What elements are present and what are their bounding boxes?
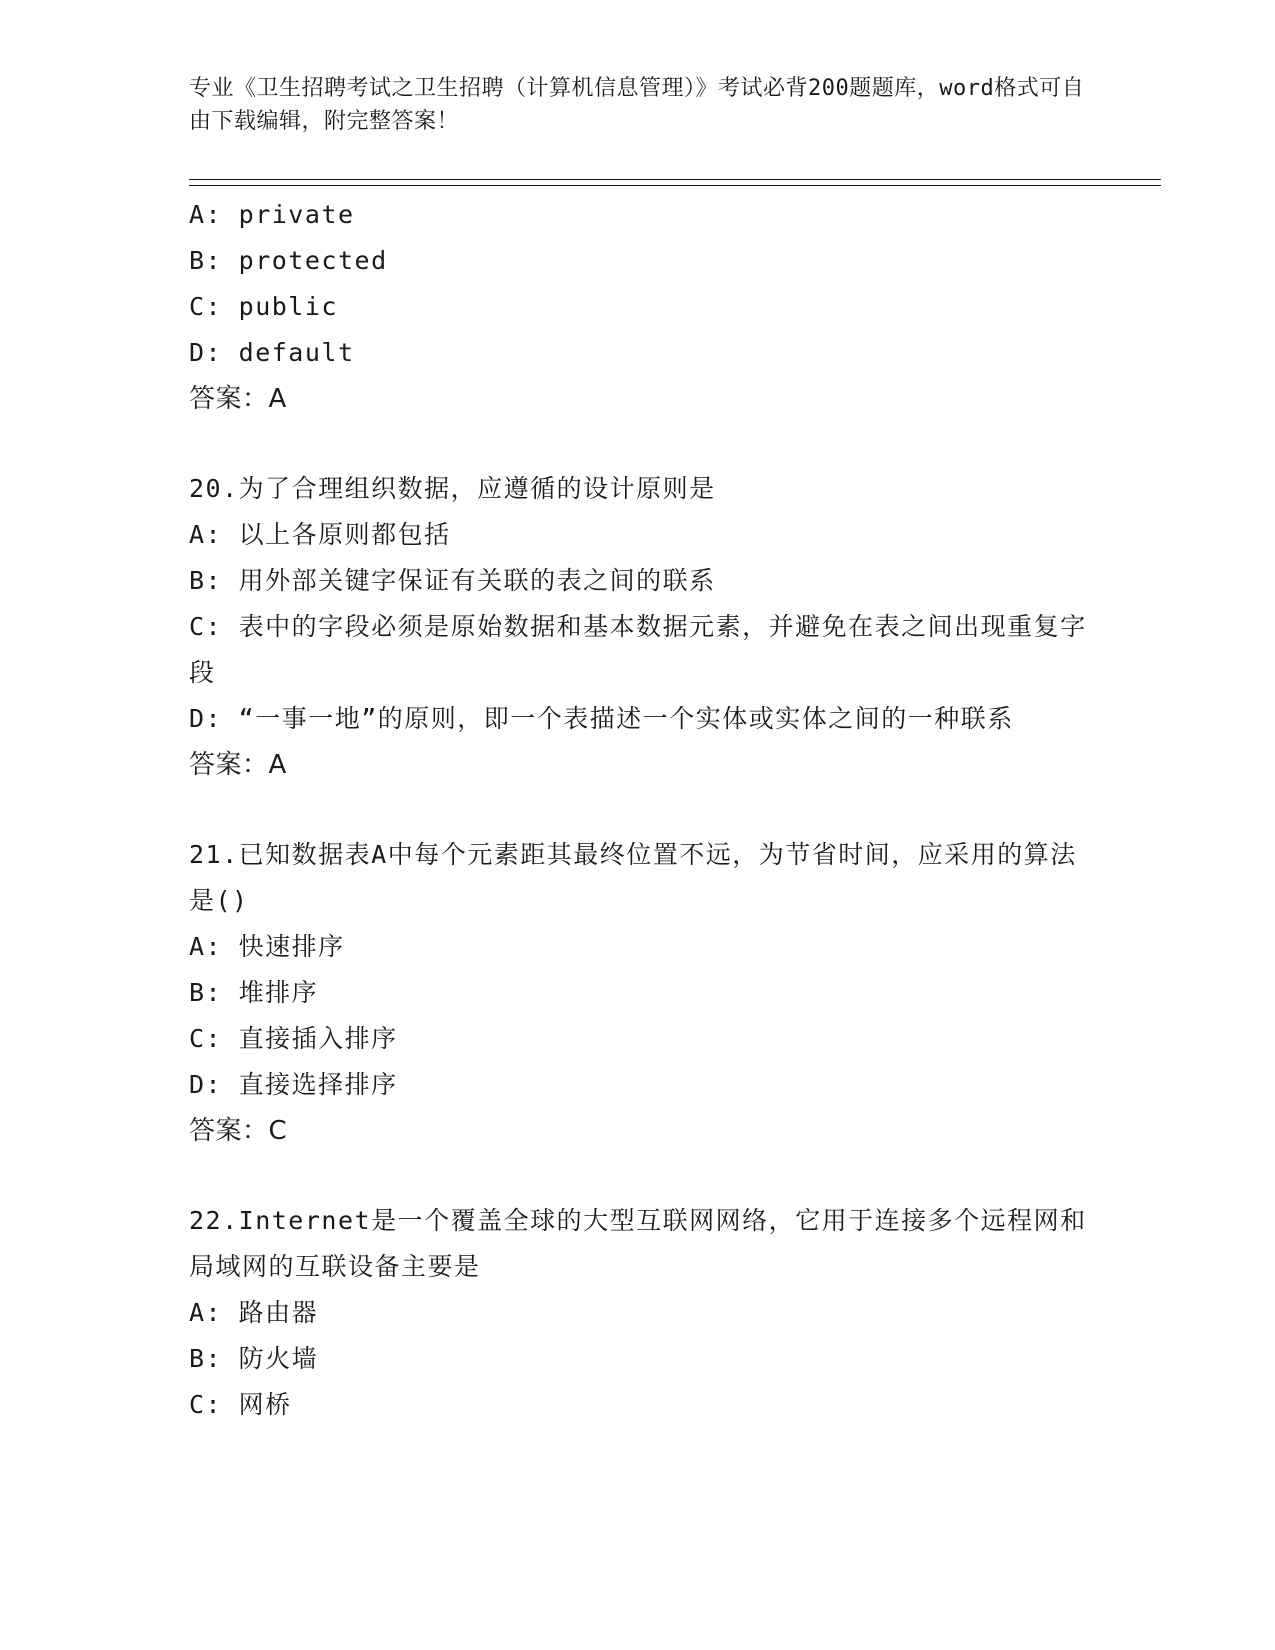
question-text: 20.为了合理组织数据，应遵循的设计原则是 [189,474,716,503]
question-block-19 [189,192,1089,422]
spacer [189,1154,1089,1198]
option-a: A: private [189,200,355,229]
option-d: D: default [189,338,355,367]
spacer [189,788,1089,832]
option-d: D: 直接选择排序 [189,1070,398,1099]
option-b: B: 堆排序 [189,978,319,1007]
option-c: C: 网桥 [189,1390,292,1419]
option-a: A: 以上各原则都包括 [189,520,451,549]
option-a: A: 路由器 [189,1298,319,1327]
header-divider [189,179,1161,186]
question-block-20 [189,466,1089,788]
option-b: B: protected [189,246,388,275]
question-list [189,192,1089,1428]
option-b: B: 防火墙 [189,1344,319,1373]
answer-line: 答案：A [189,384,287,414]
option-a: A: 快速排序 [189,932,345,961]
document-header: 专业《卫生招聘考试之卫生招聘（计算机信息管理）》考试必背200题题库，word格式可自由下载编辑，附完整答案！ [189,76,1085,134]
spacer [189,422,1089,466]
option-c: C: 直接插入排序 [189,1024,398,1053]
option-c: C: public [189,292,338,321]
answer-line: 答案：C [189,1116,288,1146]
question-text: 21.已知数据表A中每个元素距其最终位置不远，为节省时间，应采用的算法是() [189,840,1077,915]
option-b: B: 用外部关键字保证有关联的表之间的联系 [189,566,716,595]
question-block-21 [189,832,1089,1154]
option-d: D: “一事一地”的原则，即一个表描述一个实体或实体之间的一种联系 [189,704,1014,733]
question-text: 22.Internet是一个覆盖全球的大型互联网网络，它用于连接多个远程网和局域网的互联设备主要是 [189,1206,1087,1281]
question-block-22 [189,1198,1089,1428]
answer-line: 答案：A [189,750,287,780]
option-c: C: 表中的字段必须是原始数据和基本数据元素，并避免在表之间出现重复字段 [189,612,1087,687]
